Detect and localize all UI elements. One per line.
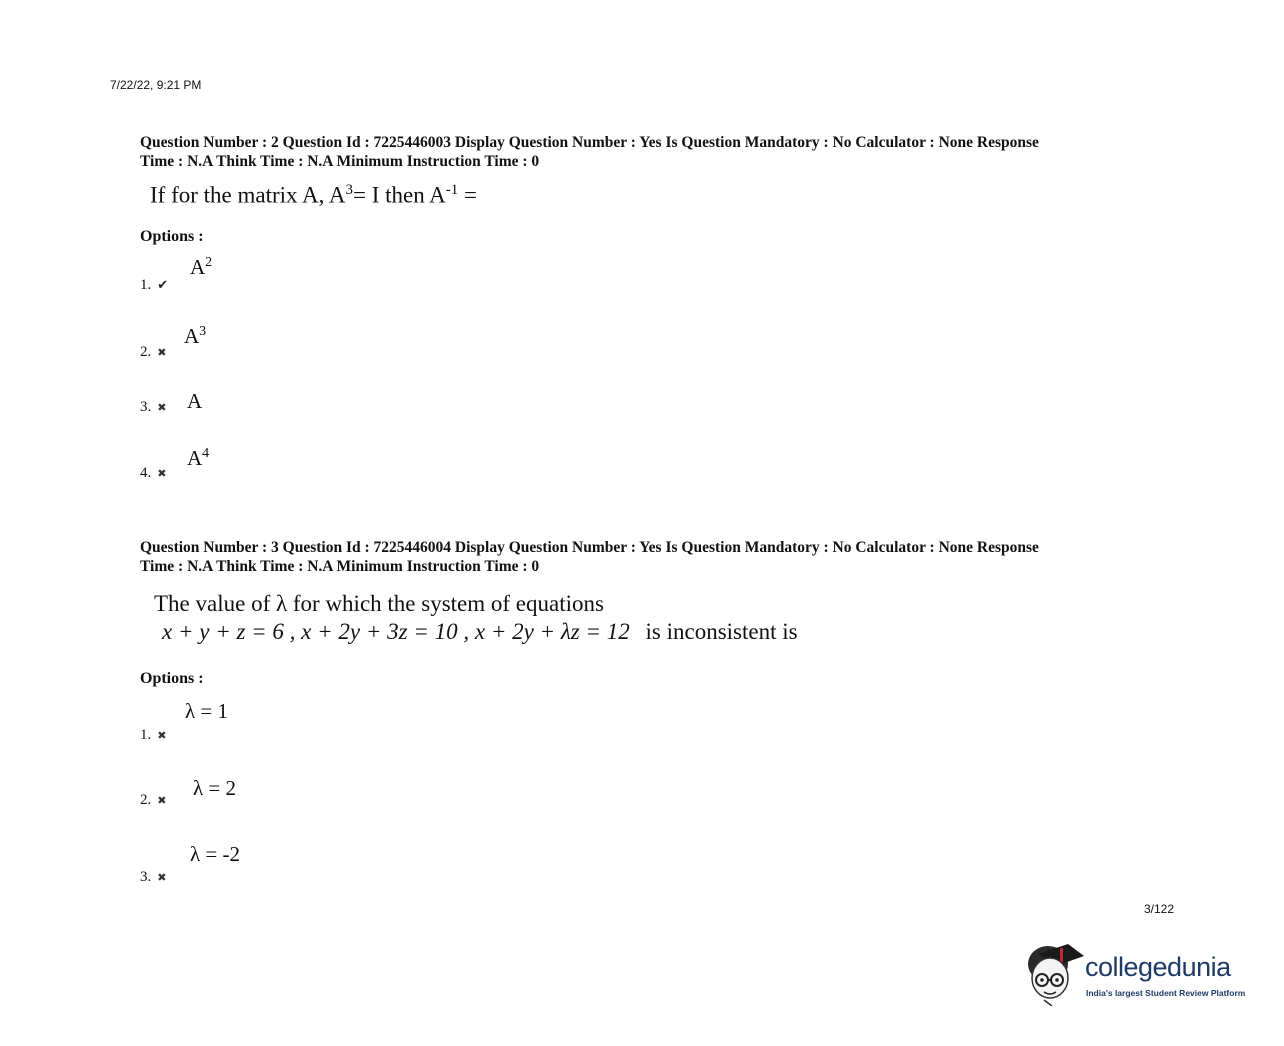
q2-options-label: Options : (140, 228, 204, 245)
option-base: A (187, 389, 203, 413)
q2-question-prefix: If for the matrix A, A (150, 182, 346, 208)
option-exponent: 3 (199, 324, 207, 339)
q3-question-tail: is inconsistent is (645, 619, 798, 644)
option-number: 2. (140, 792, 152, 808)
q3-question-line2 (162, 619, 798, 645)
q2-meta (140, 133, 1160, 171)
q2-option-1-text (190, 255, 212, 280)
option-base: A (190, 255, 206, 279)
q3-option-1-text: λ = 1 (185, 699, 229, 723)
q2-option-2-text (184, 324, 206, 349)
q3-meta-line2: Time : N.A Think Time : N.A Minimum Instruction Time : 0 (140, 558, 540, 575)
option-exponent: 4 (202, 446, 210, 461)
q2-option-2[interactable] (140, 343, 166, 361)
cross-icon: ✖ (157, 795, 167, 807)
q2-meta-line2: Time : N.A Think Time : N.A Minimum Instruction Time : 0 (140, 153, 540, 170)
q3-question-line1: The value of λ for which the system of equations (154, 591, 604, 616)
q3-options-label: Options : (140, 670, 204, 687)
option-number: 4. (140, 465, 152, 481)
q2-meta-line1: Question Number : 2 Question Id : 7225446003 Display Question Number : Yes Is Question Mandatory : No Calculator : None Response (140, 134, 1039, 151)
option-base: A (187, 446, 203, 470)
check-icon: ✔ (157, 277, 169, 292)
cross-icon: ✖ (157, 468, 167, 480)
brand-mascot-icon (1024, 940, 1086, 1011)
q3-option-1[interactable] (140, 726, 166, 744)
q3-option-3-text: λ = -2 (190, 842, 241, 866)
q2-option-3-text (187, 389, 202, 414)
q2-option-4-text (187, 446, 209, 471)
brand-tagline: India's largest Student Review Platform (1086, 988, 1246, 998)
cross-icon: ✖ (157, 730, 167, 742)
print-timestamp: 7/22/22, 9:21 PM (110, 78, 202, 92)
cross-icon: ✖ (157, 347, 167, 359)
q2-question-suffix: = (458, 182, 478, 208)
brand-name: collegedunia (1085, 952, 1231, 982)
option-number: 3. (140, 869, 152, 885)
option-exponent: 2 (205, 255, 213, 270)
cross-icon: ✖ (157, 872, 167, 884)
option-number: 3. (140, 399, 152, 415)
q2-question-mid: = I then A (352, 182, 446, 208)
q3-meta (140, 538, 1160, 576)
page-number: 3/122 (1144, 902, 1175, 916)
q3-equation: x + y + z = 6 , x + 2y + 3z = 10 , x + 2y + λz = 12 (162, 619, 630, 644)
q2-question-text (150, 182, 477, 209)
q3-option-3[interactable] (140, 868, 166, 886)
q3-meta-line1: Question Number : 3 Question Id : 7225446004 Display Question Number : Yes Is Question Mandatory : No Calculator : None Response (140, 539, 1039, 556)
option-number: 2. (140, 344, 152, 360)
option-number: 1. (140, 277, 152, 293)
q3-option-2-text: λ = 2 (193, 776, 237, 800)
option-number: 1. (140, 727, 152, 743)
q2-question-inverse: -1 (445, 182, 459, 198)
option-base: A (184, 324, 200, 348)
cross-icon: ✖ (157, 402, 167, 414)
q2-option-4[interactable] (140, 464, 166, 482)
q2-option-3[interactable] (140, 398, 166, 416)
q3-option-2[interactable] (140, 791, 166, 809)
q2-option-1[interactable] (140, 276, 168, 294)
q2-question-exponent: 3 (345, 182, 353, 198)
